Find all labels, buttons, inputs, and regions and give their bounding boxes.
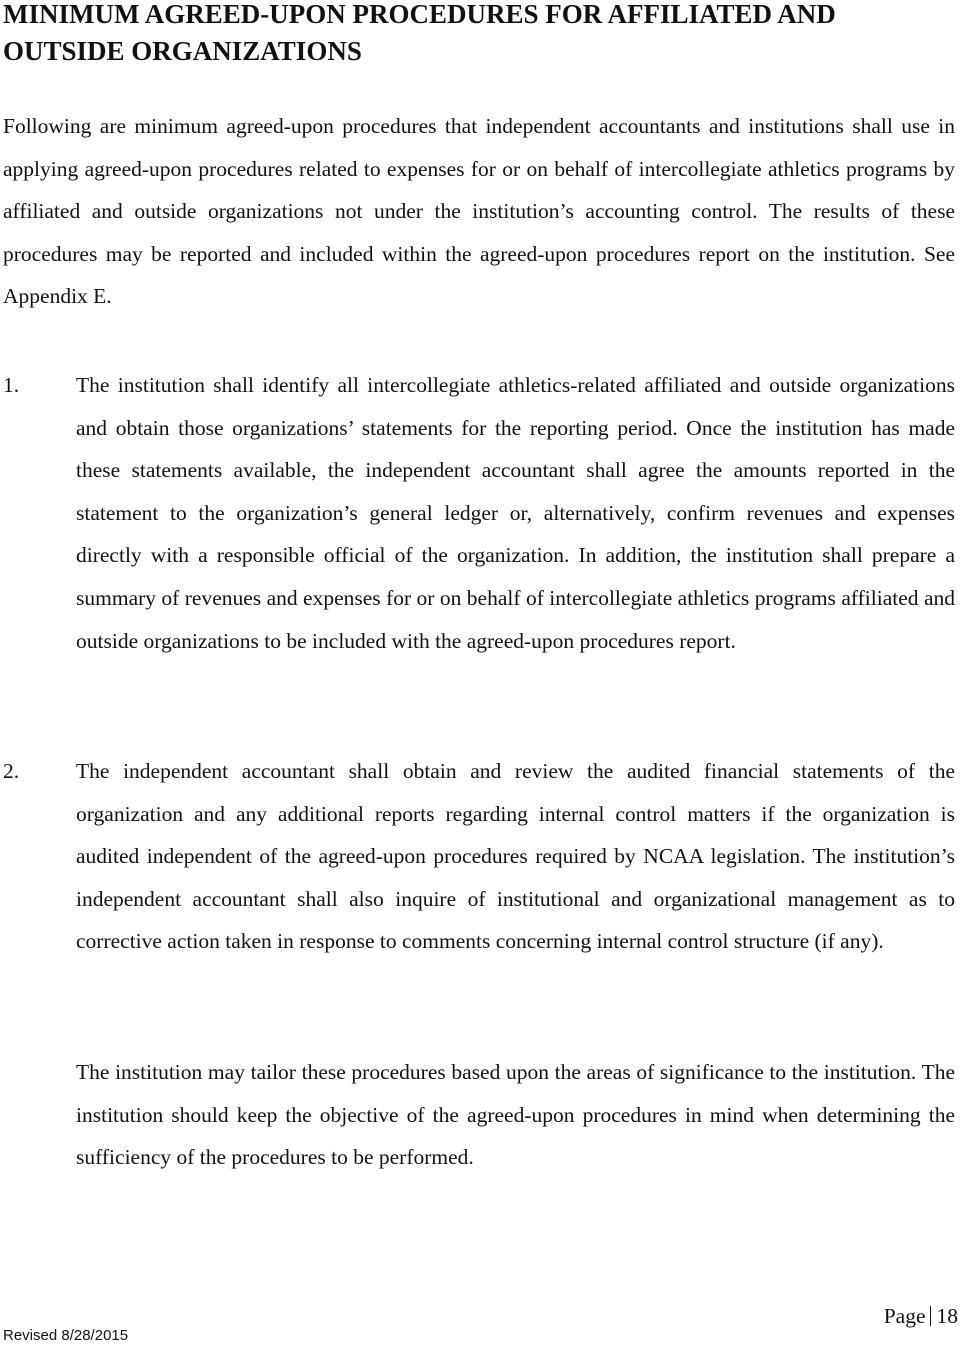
item-1-number: 1. [3,373,20,397]
page-number-block [884,1301,958,1331]
closing-paragraph: The institution may tailor these procedures based upon the areas of significance to the institution. The institution should keep the objective of the agreed-upon procedures in mind when determining the sufficiency of the procedures to be performed. [76,1060,955,1170]
page-title: MINIMUM AGREED-UPON PROCEDURES FOR AFFILIATED AND OUTSIDE ORGANIZATIONS [3,0,836,66]
page-separator [930,1306,931,1326]
item-2-text: The independent accountant shall obtain and review the audited financial statements of the organization and any additional reports regarding internal control matters if the organization is audited independent of the agreed-upon procedures required by NCAA legislation. The institution’s independent accountant shall also inquire of institutional and organizational management as to corrective action taken in response to comments concerning internal control structure (if any). [76,759,955,954]
item-2-number: 2. [3,759,20,783]
page-number: 18 [936,1304,958,1328]
revised-date: Revised 8/28/2015 [3,1327,129,1344]
item-1-text: The institution shall identify all intercollegiate athletics-related affiliated and outside organizations and obtain those organizations’ statements for the reporting period. Once the institution has made these statements available, the independent accountant shall agree the amounts reported in the statement to the organization’s general ledger or, alternatively, confirm revenues and expenses directly with a responsible official of the organization. In addition, the institution shall prepare a summary of revenues and expenses for or on behalf of intercollegiate athletics programs affiliated and outside organizations to be included with the agreed-upon procedures report. [76,373,955,653]
page-label: Page [883,1304,926,1328]
intro-paragraph: Following are minimum agreed-upon procedures that independent accountants and institutions shall use in applying agreed-upon procedures related to expenses for or on behalf of intercollegiate athletics programs by affiliated and outside organizations not under the institution’s accounting control. The results of these procedures may be reported and included within the agreed-upon procedures report on the institution. See Appendix E. [3,114,955,309]
